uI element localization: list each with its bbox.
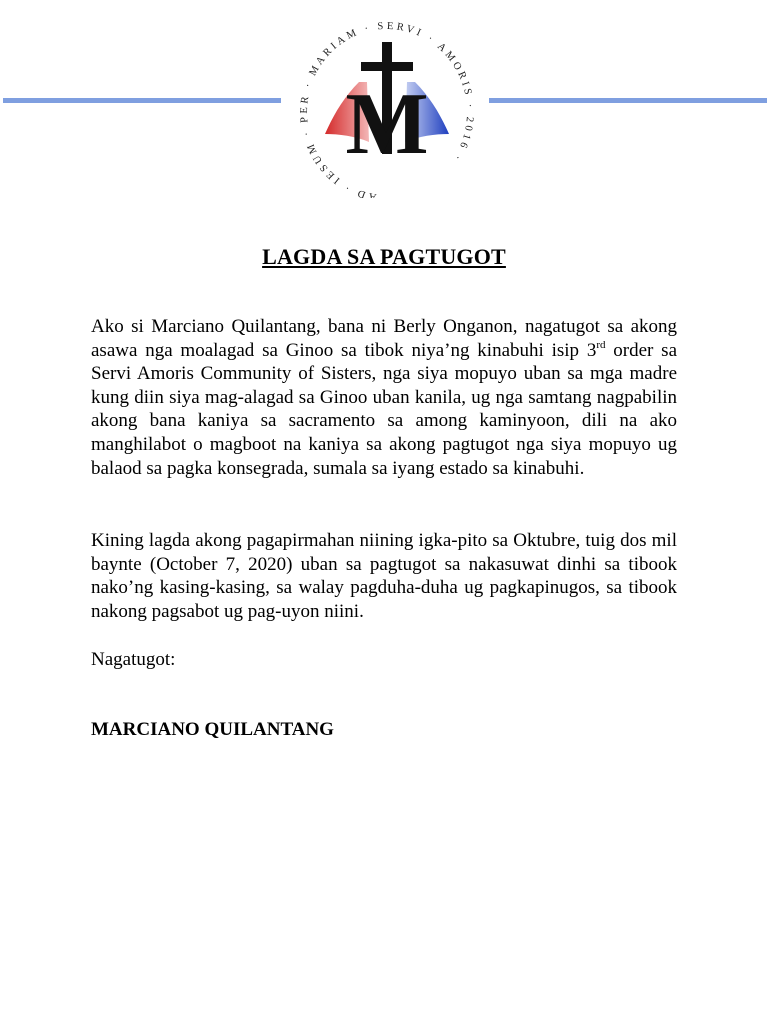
- header-rule-right: [489, 98, 767, 103]
- consent-text-part1: Ako si Marciano Quilantang, bana ni Berly Onganon, nagatugot sa akong asawa nga moalagad sa Ginoo sa tibok niya’ng kinabuhi isip 3: [91, 316, 677, 361]
- signer-name: MARCIANO QUILANTANG: [91, 719, 334, 740]
- document-title: LAGDA SA PAGTUGOT: [262, 244, 506, 269]
- monogram-letter: M: [345, 76, 429, 173]
- consent-text-part2: order sa Servi Amoris Community of Sisters, nga siya mopuyo uban sa mga madre kung diin siya mag-alagad sa Ginoo uban kanila, ug nga samtang nagpabilin akong bana kaniya sa sacramento sa among kaminyoon, dili na ako manghilabot o magboot na kaniya sa akong pagtugot nga siya mopuyo ug balaod sa pagka konsegrada, sumala sa iyang estado sa kinabuhi.: [91, 339, 677, 479]
- cross-monogram-seal-icon: [299, 12, 475, 198]
- consent-label: Nagatugot:: [91, 649, 176, 670]
- seal-logo: [299, 12, 475, 198]
- signing-date-paragraph: Kining lagda akong pagapirmahan niining igka-pito sa Oktubre, tuig dos mil baynte (October 7, 2020) uban sa pagtugot sa nakasuwat dinhi sa tibook nako’ng kasing-kasing, sa walay pagduha-duha ug pagkapinugos, sa tibook nakong pagsabot ug pag-uyon niini.: [91, 530, 677, 622]
- cross-horizontal: [361, 62, 413, 71]
- seal-ring-text: AD · IESUM · PER · MARIAM · SERVI · AMORIS · 2016 ·: [299, 20, 475, 198]
- header-rule-left: [3, 98, 281, 103]
- consent-paragraph: [91, 315, 677, 480]
- ordinal-suffix: rd: [596, 338, 606, 351]
